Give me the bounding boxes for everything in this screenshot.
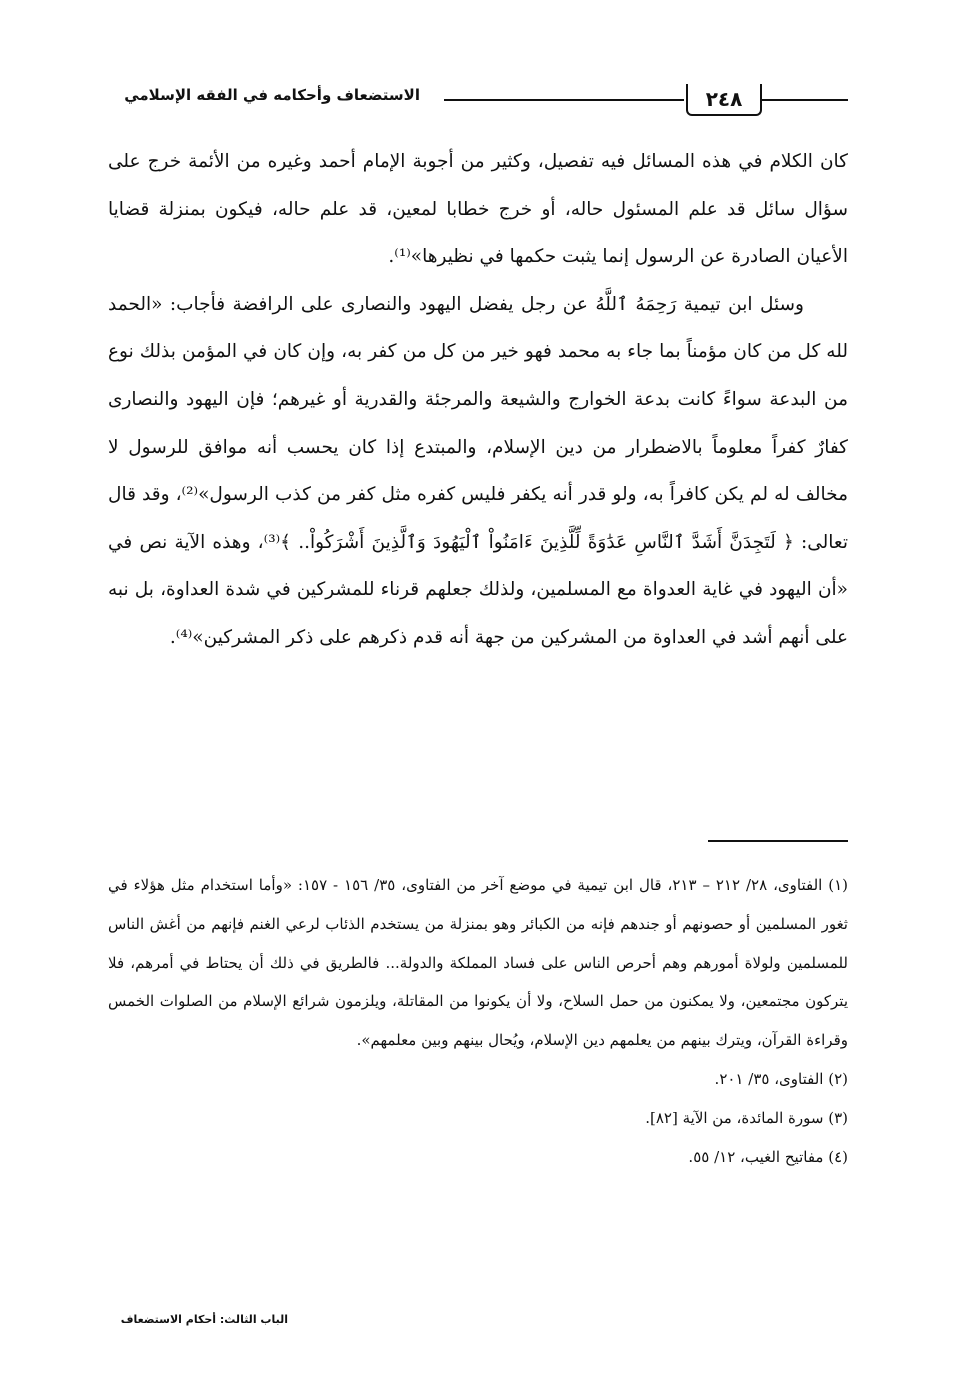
header-rule-right — [760, 99, 848, 101]
main-text — [108, 138, 848, 662]
paragraph-1: كان الكلام في هذه المسائل فيه تفصيل، وكثير من أجوبة الإمام أحمد وغيره من الأئمة خرج على سؤال سائل قد علم المسئول حاله، أو خرج خطابا لمعين، قد علم حاله، فيكون بمنزلة قضايا الأعيان الصادرة عن الرسول إنما يثبت حكمها في نظيرها»⁽¹⁾. — [108, 151, 848, 268]
header-rule-left — [444, 99, 684, 101]
footnote-2: (٢) الفتاوى، ٣٥/ ٢٠١. — [714, 1069, 848, 1088]
page-header — [108, 80, 848, 120]
footnote-3: (٣) سورة المائدة، من الآية [٨٢]. — [645, 1108, 848, 1127]
footnote-separator — [708, 840, 848, 842]
page-number: ٢٤٨ — [686, 84, 762, 116]
footnote-4: (٤) مفاتيح الغيب، ١٢/ ٥٥. — [688, 1147, 848, 1166]
running-title: الاستضعاف وأحكامه في الفقه الإسلامي — [124, 86, 420, 104]
paragraph-2: وسئل ابن تيمية رَحِمَهُ ٱللَّهُ عن رجل يفضل اليهود والنصارى على الرافضة فأجاب: «الحمد لله كل من كان مؤمناً بما جاء به محمد فهو خير من كل من كفر به، وإن كان في المؤمن بذلك نوع من البدعة سواءً كانت بدعة الخوارج والشيعة والمرجئة والقدرية أو غيرهم؛ فإن اليهود والنصارى كفارٌ كفراً معلوماً بالاضطرار من دين الإسلام، والمبتدع إذا كان يحسب أنه موافق للرسول لا مخالف له لم يكن كافراً به، ولو قدر أنه يكفر فليس كفره مثل كفر من كذب الرسول»⁽²⁾، وقد قال تعالى: ﴿ لَتَجِدَنَّ أَشَدَّ ٱلنَّاسِ عَدَٰوَةً لِّلَّذِينَ ءَامَنُواْ ٱلْيَهُودَ وَٱلَّذِينَ أَشْرَكُواْ.. ﴾⁽³⁾، وهذه الآية نص في «أن اليهود في غاية العدواة مع المسلمين، ولذلك جعلهم قرناء للمشركين في شدة العداوة، بل نبه على أنهم أشد في العداوة من المشركين من جهة أنه قدم ذكرهم على ذكر المشركين»⁽⁴⁾. — [108, 293, 848, 648]
footnotes — [108, 866, 848, 1176]
page-footer: الباب الثالث: أحكام الاستضعاف — [120, 1313, 288, 1326]
footnote-1: (١) الفتاوى، ٢٨/ ٢١٢ – ٢١٣، قال ابن تيمية في موضع آخر من الفتاوى، ٣٥/ ١٥٦ - ١٥٧: «وأما استخدام مثل هؤلاء في ثغور المسلمين أو حصونهم أو جندهم فإنه من الكبائر وهو بمنزلة من يستخدم الذئاب لرعي الغنم فإنهم من أغش الناس للمسلمين ولولاة أمورهم وهم أحرص الناس على فساد المملكة والدولة... فالطريق في ذلك أن يحتاط في أمرهم، فلا يتركون مجتمعين، ولا يمكنون من حمل السلاح، ولا أن يكونوا من المقاتلة، ويلزمون شرائع الإسلام من الصلوات الخمس وقراءة القرآن، ويترك بينهم من يعلمهم دين الإسلام، ويُحال بينهم وبين معلمهم». — [108, 876, 849, 1050]
